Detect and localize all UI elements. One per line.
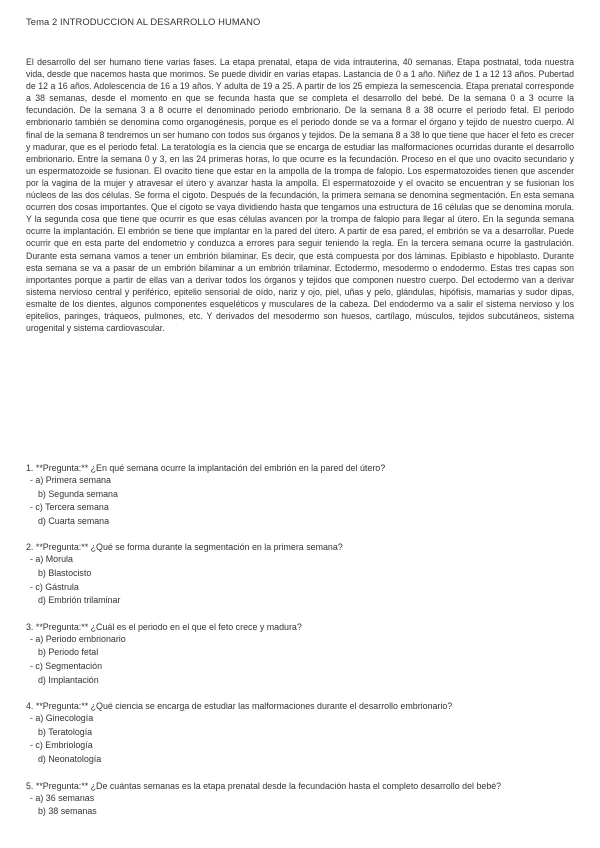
option-d: d) Neonatología <box>38 753 102 764</box>
option-b: b) Segunda semana <box>38 488 118 499</box>
quiz-section <box>26 462 574 832</box>
option-d: d) Embrión trilaminar <box>38 595 121 606</box>
option-b: b) Periodo fetal <box>38 647 99 658</box>
option-list <box>26 712 574 766</box>
option-c: - c) Embriología <box>30 740 93 751</box>
option-d: d) Cuarta semana <box>38 515 110 526</box>
option-c: - c) Gástrula <box>30 581 79 592</box>
option-list <box>26 553 574 607</box>
question-2 <box>26 541 574 607</box>
option-c: - c) Tercera semana <box>30 502 109 513</box>
question-prompt: 4. **Pregunta:** ¿Qué ciencia se encarga de estudiar las malformaciones durante el desarrollo embrionario? <box>26 701 453 712</box>
question-3 <box>26 621 574 687</box>
question-prompt: 5. **Pregunta:** ¿De cuántas semanas es la etapa prenatal desde la fecundación hasta el completo desarrollo del bebé? <box>26 780 502 791</box>
option-a: - a) Periodo embrionario <box>30 633 126 644</box>
question-4 <box>26 700 574 766</box>
page-title: Tema 2 INTRODUCCION AL DESARROLLO HUMANO <box>26 16 261 27</box>
question-5 <box>26 780 574 819</box>
option-list <box>26 633 574 687</box>
option-list <box>26 792 574 819</box>
option-a: - a) Primera semana <box>30 475 111 485</box>
question-prompt: 2. **Pregunta:** ¿Qué se forma durante la segmentación en la primera semana? <box>26 542 343 553</box>
option-d: d) Implantación <box>38 674 99 685</box>
option-a: - a) 36 semanas <box>30 792 95 803</box>
question-prompt: 3. **Pregunta:** ¿Cuál es el periodo en el que el feto crece y madura? <box>26 621 302 632</box>
option-a: - a) Ginecología <box>30 713 94 724</box>
body-paragraph: El desarrollo del ser humano tiene varias fases. La etapa prenatal, etapa de vida intrauterina, 40 semanas. Etapa postnatal, toda nuestra vida, desde que nacemos hasta que morimos. Se puede dividir en varias etapas. Lastancia de 0 a 1 año. Niñez de 1 a 12 13 años. Pubertad de 12 a 16 años. Adolescencia de 16 a 19 años. Y adulta de 19 a 25. A partir de los 25 empieza la semescencia. Etapa prenatal corresponde a 38 semanas, desde el momento en que se fecunda hasta que se completa el desarrollo del bebé. De la semana 0 a 3 ocurre la fecundación. De la semana 3 a 8 ocurre el denominado periodo embrionario. De la semana 8 a 38 ocurre el periodo fetal. El periodo embrionario también se denomina como organogénesis, porque es el periodo donde se va a formar el órgano y tejido de nuestro cuerpo. Al final de la semana 8 tendremos un ser humano con todos sus órganos y tejidos. De la semana 8 a 38 lo que tiene que hacer el feto es crecer y madurar, que es el periodo fetal. La teratología es la ciencia que se encarga de estudiar las malformaciones ocurridas durante el desarrollo embrionario. Entre la semana 0 y 3, en las 24 primeras horas, lo que ocurre es la fecundación. Proceso en el que uno ovacito secundario y un espermatozoide se fusionan. El ovacito tiene que estar en la ampolla de la trompa de falopio. Los espermatozoides tienen que ascender por la vagina de la mujer y atravesar el útero y avanzar hasta la ampolla. El espermatozoide y el ovacito se encuentran y se fusionan los núcleos de las dos células. Se forma el cigoto. Después de la fecundación, la primera semana se denomina segmentación. En esta semana ocurren dos cosas importantes. Que el cigoto se vaya dividiendo hasta que tengamos una estructura de 16 células que se denomina morula. Y la segunda cosa que tiene que ocurrir es que esas células avancen por la trompa de falopio para llegar al útero. En la segunda semana ocurre la implantación. El embrión se tiene que implantar en la pared del útero. A partir de esa pared, el embrión se va a desarrollar. Puede ocurrir que en esta parte del endometrio y conduzca a errores para seguir teniendo la regla. En la tercera semana ocurre la gastrulación. Durante esta semana vamos a tener un embrión bilaminar. Es decir, que está compuesta por dos láminas. Epiblasto e hipoblasto. Durante esta semana se va a pasar de un embrión bilaminar a un embrión trilaminar. Ectodermo, mesodermo o endodermo. Estas tres capas son importantes porque a partir de ellas van a derivar todos los órganos y tejidos que componen nuestro cuerpo. Del ectodermo van a derivar sistema nervioso central y periférico, epitelio sensorial de oído, nariz y ojo, piel, uñas y pelo, glándulas, hipófisis, mamarias y sudor dipas, esmalte de los dientes, algunos componentes esqueléticos y musculares de la cabeza. Del endodermo va a salir el sistema nervioso y los epitelios, paringes, tráqueos, pulmones, etc. Y derivados del mesodermo son huesos, cartílago, músculos, tejidos subcutáneos, sistema urogenital y sistema cardiovascular. <box>26 57 574 334</box>
option-b: b) Teratología <box>38 726 93 737</box>
option-b: b) 38 semanas <box>38 806 97 817</box>
question-1 <box>26 462 574 528</box>
option-list <box>26 474 574 528</box>
option-c: - c) Segmentación <box>30 660 103 671</box>
option-b: b) Blastocisto <box>38 567 92 578</box>
question-prompt: 1. **Pregunta:** ¿En qué semana ocurre la implantación del embrión en la pared del útero? <box>26 463 386 473</box>
option-a: - a) Morula <box>30 554 73 565</box>
